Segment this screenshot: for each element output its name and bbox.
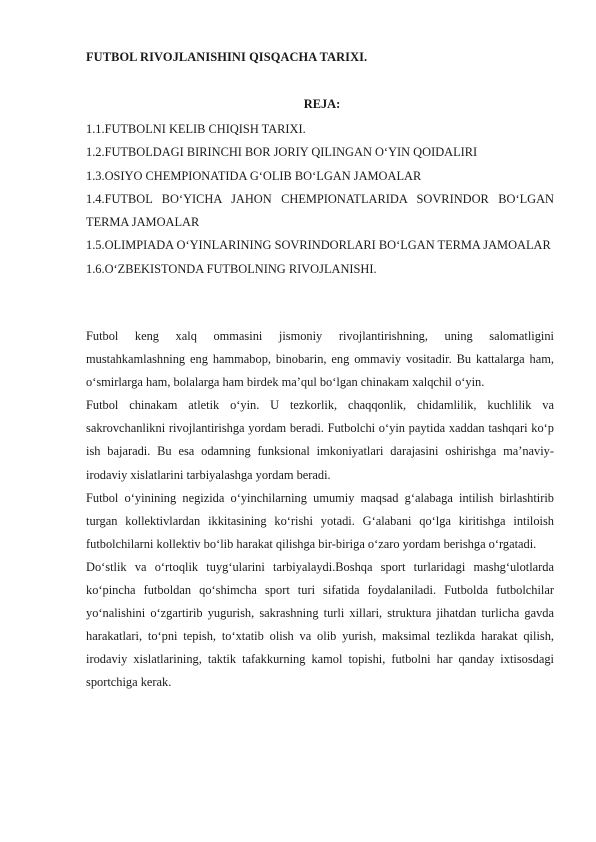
plan-list: [86, 118, 554, 281]
paragraph: Do‘stlik va o‘rtoqlik tuyg‘ularini tarbiyalaydi.Boshqa sport turlaridagi mashg‘ulotlarda ko‘pincha futboldan qo‘shimcha sport turi sifatida foydalaniladi. Futbolda futbolchilar yo‘nalishini o‘zgartirib yugurish, sakrashning turli xillari, struktura jihatdan turlicha gavda harakatlari, to‘pni tepish, to‘xtatib olish va olib yurish, maksimal tezlikda harakat qilish, irodaviy xislatlarining, taktik tafakkurning kamol topishi, futbolni har qanday ixtisosdagi sportchiga kerak.: [86, 559, 554, 690]
plan-item: 1.4.FUTBOL BO‘YICHA JAHON CHEMPIONATLARIDA SOVRINDOR BO‘LGAN TERMA JAMOALAR: [86, 191, 554, 230]
plan-item: 1.5.OLIMPIADA O‘YINLARINING SOVRINDORLARI BO‘LGAN TERMA JAMOALAR: [86, 238, 551, 253]
plan-item: 1.6.O‘ZBEKISTONDA FUTBOLNING RIVOJLANISHI.: [86, 261, 377, 276]
paragraph: Futbol chinakam atletik o‘yin. U tezkorlik, chaqqonlik, chidamlilik, kuchlilik va sakrovchanlikni rivojlantirishga yordam beradi. Futbolchi o‘yin paytida xaddan tashqari ko‘p ish bajaradi. Bu esa odamning funksional imkoniyatlari darajasini oshirishga ma’naviy-irodaviy xislatlarini tarbiyalashga yordam beradi.: [86, 398, 554, 482]
paragraph: Futbol keng xalq ommasini jismoniy rivojlantirishning, uning salomatligini mustahkamlashning eng hammabop, binobarin, eng ommaviy vositadir. Bu kattalarga ham, o‘smirlarga ham, bolalarga ham birdek ma’qul bo‘lgan chinakam xalqchil o‘yin.: [86, 329, 554, 390]
plan-item: 1.2.FUTBOLDAGI BIRINCHI BOR JORIY QILINGAN O‘YIN QOIDALIRI: [86, 145, 478, 160]
document-title: FUTBOL RIVOJLANISHINI QISQACHA TARIXI.: [86, 50, 368, 64]
plan-heading: REJA:: [303, 97, 341, 111]
paragraph: Futbol o‘yinining negizida o‘yinchilarning umumiy maqsad g‘alabaga intilish birlashtirib turgan kollektivlardan ikkitasining ko‘rishi yotadi. G‘alabani qo‘lga kiritishga intiloish futbolchilarni kollektiv bo‘lib harakat qilishga bir-biriga o‘zaro yordam berishga o‘rgatadi.: [86, 490, 554, 551]
body-text: [86, 325, 554, 695]
plan-item: 1.3.OSIYO CHEMPIONATIDA G‘OLIB BO‘LGAN JAMOALAR: [86, 168, 422, 183]
plan-item: 1.1.FUTBOLNI KELIB CHIQISH TARIXI.: [86, 122, 306, 136]
